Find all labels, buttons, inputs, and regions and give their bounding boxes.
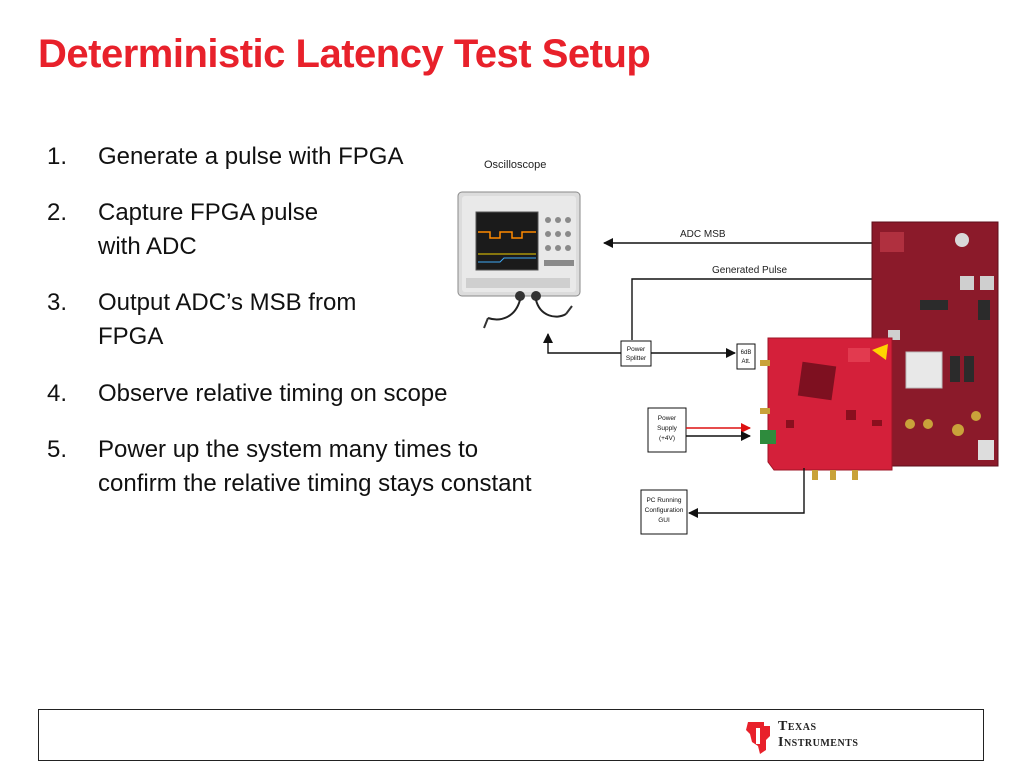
power-splitter-label: Power — [626, 346, 646, 353]
step-text: FPGA — [98, 323, 164, 350]
oscilloscope-image — [458, 192, 580, 328]
step-text: Output ADC’s MSB from — [98, 289, 357, 316]
adc-board-image — [760, 338, 892, 480]
slide-title: Deterministic Latency Test Setup — [38, 32, 651, 76]
brand-line-2: Instruments — [778, 735, 859, 750]
pc-label: GUI — [658, 517, 670, 524]
step-text: confirm the relative timing stays constant — [98, 470, 532, 497]
step-number: 3. — [47, 289, 68, 316]
attenuator-label: Att. — [741, 359, 751, 365]
step-text: Observe relative timing on scope — [98, 380, 448, 407]
step-text: Power up the system many times to — [98, 436, 479, 463]
power-supply-box — [648, 408, 686, 452]
step-number: 5. — [47, 436, 68, 463]
step-text: with ADC — [98, 233, 197, 260]
step-number: 1. — [47, 143, 68, 170]
adc-msb-label: ADC MSB — [680, 229, 726, 240]
pc-gui-box — [641, 490, 687, 534]
power-supply-label: Power — [657, 415, 677, 422]
power-supply-label: Supply — [657, 425, 677, 432]
test-setup-diagram — [440, 140, 1024, 560]
pc-label: PC Running — [646, 497, 682, 504]
pc-label: Configuration — [644, 507, 684, 514]
step-text: Capture FPGA pulse — [98, 199, 319, 226]
step-number: 4. — [47, 380, 68, 407]
power-splitter-box — [621, 341, 651, 366]
attenuator-label: 6dB — [740, 350, 752, 356]
power-splitter-label: Splitter — [625, 355, 647, 362]
step-text: Generate a pulse with FPGA — [98, 143, 404, 170]
brand-line-1: Texas — [778, 719, 817, 734]
step-number: 2. — [47, 199, 68, 226]
oscilloscope-label: Oscilloscope — [484, 159, 547, 171]
generated-pulse-label: Generated Pulse — [712, 265, 788, 276]
attenuator-box — [737, 344, 755, 369]
power-supply-label: (+4V) — [658, 435, 676, 442]
